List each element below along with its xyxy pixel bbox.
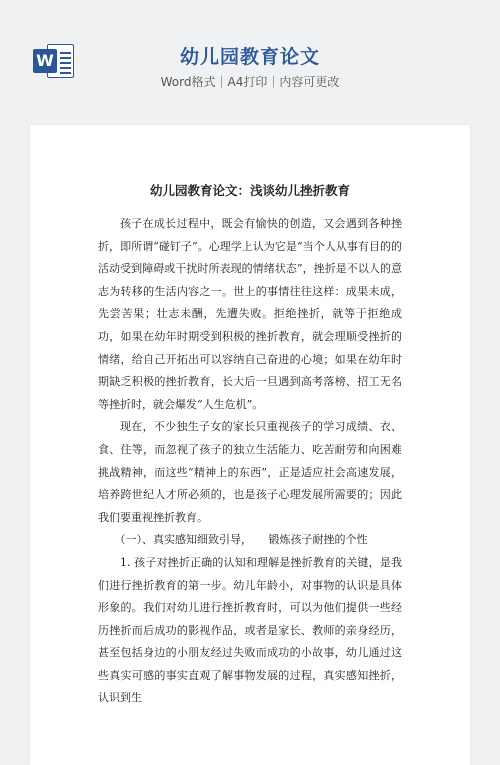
page-header [0,0,500,118]
document-page [30,125,470,765]
section-heading: （一）、真实感知细致引导， 锻炼孩子耐挫的个性 [114,533,368,547]
document-title: 幼儿园教育论文：浅谈幼儿挫折教育 [149,183,350,198]
paragraph-parents: 现在，不少独生子女的家长只重视孩子的学习成绩、衣、食、住等，而忽视了孩子的独立生活能力、吃苦耐劳和向困难挑战精神，而这些“精神上的东西”，正是适应社会高速发展，培养跨世纪人才所必须的，也是孩子心理发展所需要的；因此我们要重视挫折教育。 [98,420,402,524]
word-badge: W [33,49,57,73]
paragraph-intro: 孩子在成长过程中，既会有愉快的创造，又会遇到各种挫折，即所谓“碰钉子”。心理学上认为它是“当个人从事有目的的活动受到障碍或干扰时所表现的情绪状态”，挫折是不以人的意志为转移的生活内容之一。世上的事情往往这样：成果未成，先尝苦果；壮志未酬，先遭失败。拒绝挫折，就等于拒绝成功，如果在幼年时期受到积极的挫折教育，就会理顺受挫折的情绪，给自己开拓出可以容纳自己奋进的心境；如果在幼年时期缺乏积极的挫折教育，长大后一旦遇到高考落榜、招工无名等挫折时，就会爆发“人生危机”。 [98,217,402,411]
page-subtitle: Word格式｜A4打印｜内容可更改 [160,75,340,89]
document-body [98,213,402,710]
page-title: 幼儿园教育论文 [179,46,320,68]
paragraph-point-1: 1. 孩子对挫折正确的认知和理解是挫折教育的关键，是我们进行挫折教育的第一步。幼儿年龄小，对事物的认识是具体形象的。我们对幼儿进行挫折教育时，可以为他们提供一些经历挫折而后成功的影视作品，或者是家长、教师的亲身经历，甚至包括身边的小朋友经过失败而成功的小故事，幼儿通过这些真实可感的事实直观了解事物发展的过程，真实感知挫折，认识到生 [98,555,402,705]
